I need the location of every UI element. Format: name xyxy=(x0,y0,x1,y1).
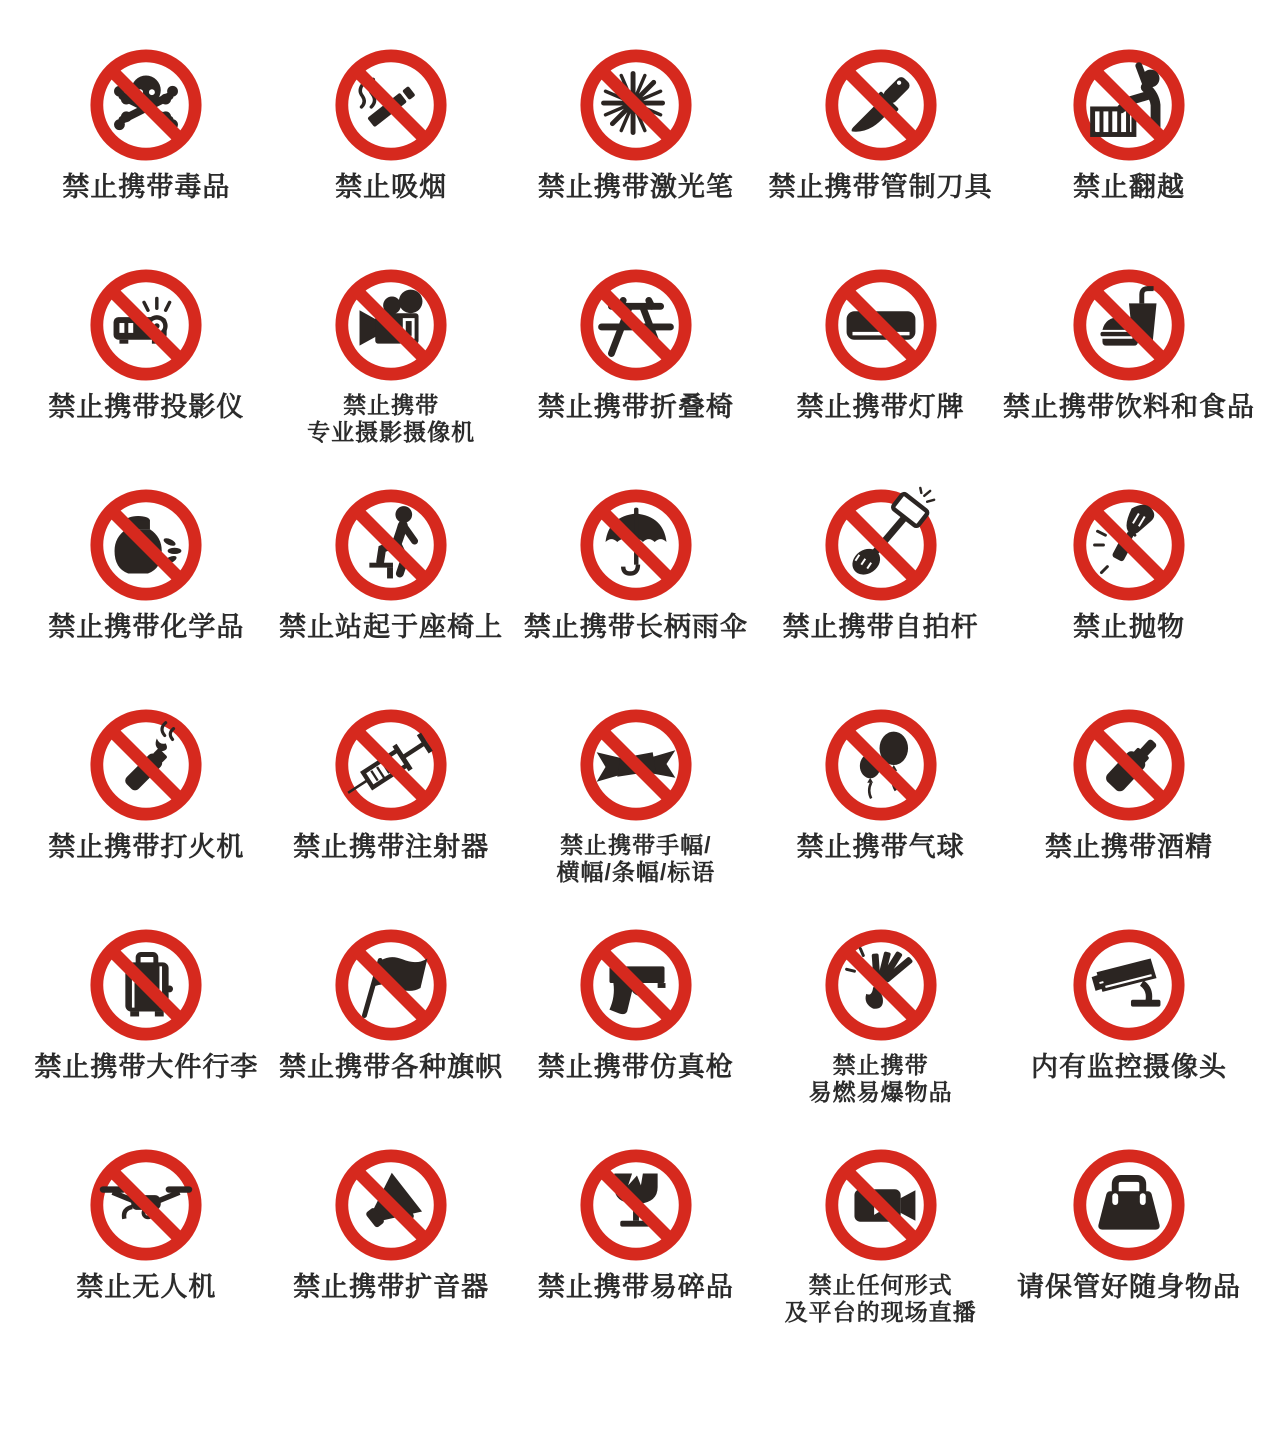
prohibition-sign xyxy=(24,926,269,1146)
sign-graphic xyxy=(577,1146,695,1264)
sign-label-line: 请保管好随身物品 xyxy=(1017,1272,1241,1302)
sign-label-line: 禁止携带注射器 xyxy=(293,832,490,862)
sign-label-line: 禁止翻越 xyxy=(1073,172,1185,202)
sign-graphic xyxy=(1070,1146,1188,1264)
sign-label-line: 禁止携带毒品 xyxy=(62,172,231,202)
sign-graphic xyxy=(87,706,205,824)
sign-label xyxy=(797,832,965,864)
sign-label xyxy=(1073,172,1185,204)
sign-label-line: 禁止任何形式 xyxy=(808,1272,953,1298)
sign-label-line: 禁止携带易碎品 xyxy=(537,1272,734,1302)
prohibition-sign xyxy=(24,706,269,926)
sign-graphic xyxy=(822,706,940,824)
sign-label-line: 禁止吸烟 xyxy=(335,172,448,202)
prohibition-sign xyxy=(758,46,1003,266)
sign-label xyxy=(307,392,475,446)
sign-graphic xyxy=(577,46,695,164)
prohibition-sign xyxy=(269,926,514,1146)
sign-label-line: 禁止携带仿真枪 xyxy=(537,1052,734,1082)
sign-graphic xyxy=(577,266,695,384)
sign-label-line: 内有监控摄像头 xyxy=(1031,1052,1227,1082)
sign-graphic xyxy=(332,1146,450,1264)
sign-graphic xyxy=(577,926,695,1044)
sign-label xyxy=(538,392,734,424)
sign-graphic xyxy=(822,486,940,604)
prohibition-sign xyxy=(1003,266,1255,486)
prohibition-sign xyxy=(269,706,514,926)
prohibition-sign xyxy=(1003,926,1255,1146)
sign-graphic xyxy=(332,706,450,824)
sign-label xyxy=(1073,612,1185,644)
sign-label xyxy=(538,1272,734,1304)
sign-label-line: 禁止携带激光笔 xyxy=(537,172,734,202)
prohibition-sign xyxy=(758,706,1003,926)
prohibition-sign xyxy=(269,266,514,486)
sign-graphic xyxy=(1070,706,1188,824)
prohibition-sign xyxy=(514,486,759,706)
sign-graphic xyxy=(332,266,450,384)
sign-label-line: 禁止携带 xyxy=(343,392,440,418)
sign-label xyxy=(538,172,734,204)
prohibition-sign xyxy=(1003,486,1255,706)
prohibition-sign xyxy=(758,266,1003,486)
sign-label xyxy=(1031,1052,1227,1084)
prohibition-sign xyxy=(24,486,269,706)
sign-label xyxy=(293,1272,489,1304)
sign-label xyxy=(1003,392,1255,424)
sign-label-line: 及平台的现场直播 xyxy=(784,1299,977,1326)
sign-label xyxy=(279,1052,503,1084)
sign-label-line: 禁止携带打火机 xyxy=(48,832,245,862)
sign-label-line: 禁止携带化学品 xyxy=(48,612,245,642)
sign-label-line: 禁止携带折叠椅 xyxy=(537,392,734,422)
sign-label xyxy=(48,612,244,644)
sign-label xyxy=(556,832,715,886)
sign-label xyxy=(279,612,503,644)
prohibition-sign xyxy=(514,266,759,486)
sign-graphic xyxy=(822,46,940,164)
prohibition-sign xyxy=(24,46,269,266)
sign-label xyxy=(785,1272,977,1326)
prohibition-sign xyxy=(269,1146,514,1366)
prohibition-sign xyxy=(269,486,514,706)
sign-label-line: 禁止携带手幅/ xyxy=(560,832,712,858)
sign-graphic xyxy=(332,46,450,164)
sign-graphic xyxy=(1070,46,1188,164)
sign-graphic xyxy=(822,1146,940,1264)
sign-label xyxy=(769,172,993,204)
sign-graphic xyxy=(87,266,205,384)
sign-label-line: 禁止携带气球 xyxy=(796,832,965,862)
sign-label-line: 禁止携带 xyxy=(832,1052,929,1078)
sign-graphic xyxy=(1070,926,1188,1044)
sign-label-line: 专业摄影摄像机 xyxy=(307,419,476,446)
sign-label-line: 禁止携带投影仪 xyxy=(48,392,245,422)
sign-graphic xyxy=(87,46,205,164)
sign-label-line: 禁止携带酒精 xyxy=(1045,832,1213,862)
sign-graphic xyxy=(577,706,695,824)
sign-label xyxy=(1017,1272,1241,1304)
sign-label-line: 禁止携带各种旗帜 xyxy=(279,1052,504,1082)
prohibition-sign xyxy=(1003,706,1255,926)
sign-label-line: 禁止携带自拍杆 xyxy=(782,612,979,642)
sign-label xyxy=(335,172,447,204)
sign-label-line: 横幅/条幅/标语 xyxy=(556,859,716,886)
sign-graphic xyxy=(87,926,205,1044)
prohibition-sign xyxy=(24,266,269,486)
sign-graphic xyxy=(577,486,695,604)
sign-label-line: 禁止携带长柄雨伞 xyxy=(523,612,748,642)
sign-label-line: 禁止站起于座椅上 xyxy=(279,612,504,642)
sign-graphic xyxy=(1070,486,1188,604)
sign-label xyxy=(34,1052,258,1084)
sign-label-line: 禁止抛物 xyxy=(1073,612,1185,642)
sign-label xyxy=(76,1272,216,1304)
sign-graphic xyxy=(822,266,940,384)
prohibition-sign xyxy=(758,926,1003,1146)
sign-label-line: 易燃易爆物品 xyxy=(808,1079,953,1106)
sign-graphic xyxy=(1070,266,1188,384)
prohibition-sign xyxy=(758,486,1003,706)
prohibition-sign xyxy=(1003,1146,1255,1366)
prohibition-sign xyxy=(514,706,759,926)
prohibition-sign xyxy=(514,1146,759,1366)
sign-label-line: 禁止携带扩音器 xyxy=(293,1272,490,1302)
prohibition-sign xyxy=(514,926,759,1146)
sign-label xyxy=(797,392,965,424)
sign-label-line: 禁止携带管制刀具 xyxy=(768,172,993,202)
sign-label xyxy=(62,172,230,204)
sign-label xyxy=(48,392,244,424)
prohibition-sign xyxy=(269,46,514,266)
sign-graphic xyxy=(87,486,205,604)
prohibition-sign xyxy=(1003,46,1255,266)
prohibition-sign xyxy=(514,46,759,266)
sign-label xyxy=(1045,832,1213,864)
sign-label xyxy=(809,1052,953,1106)
sign-label xyxy=(293,832,489,864)
sign-label xyxy=(538,1052,734,1084)
sign-label-line: 禁止携带大件行李 xyxy=(34,1052,259,1082)
sign-graphic xyxy=(87,1146,205,1264)
sign-label xyxy=(48,832,244,864)
sign-label xyxy=(783,612,979,644)
sign-graphic xyxy=(332,926,450,1044)
sign-label-line: 禁止无人机 xyxy=(76,1272,217,1302)
sign-graphic xyxy=(822,926,940,1044)
prohibition-sign xyxy=(758,1146,1003,1366)
sign-label-line: 禁止携带灯牌 xyxy=(796,392,965,422)
sign-label-line: 禁止携带饮料和食品 xyxy=(1003,392,1255,422)
prohibition-sign xyxy=(24,1146,269,1366)
sign-label xyxy=(524,612,748,644)
sign-graphic xyxy=(332,486,450,604)
